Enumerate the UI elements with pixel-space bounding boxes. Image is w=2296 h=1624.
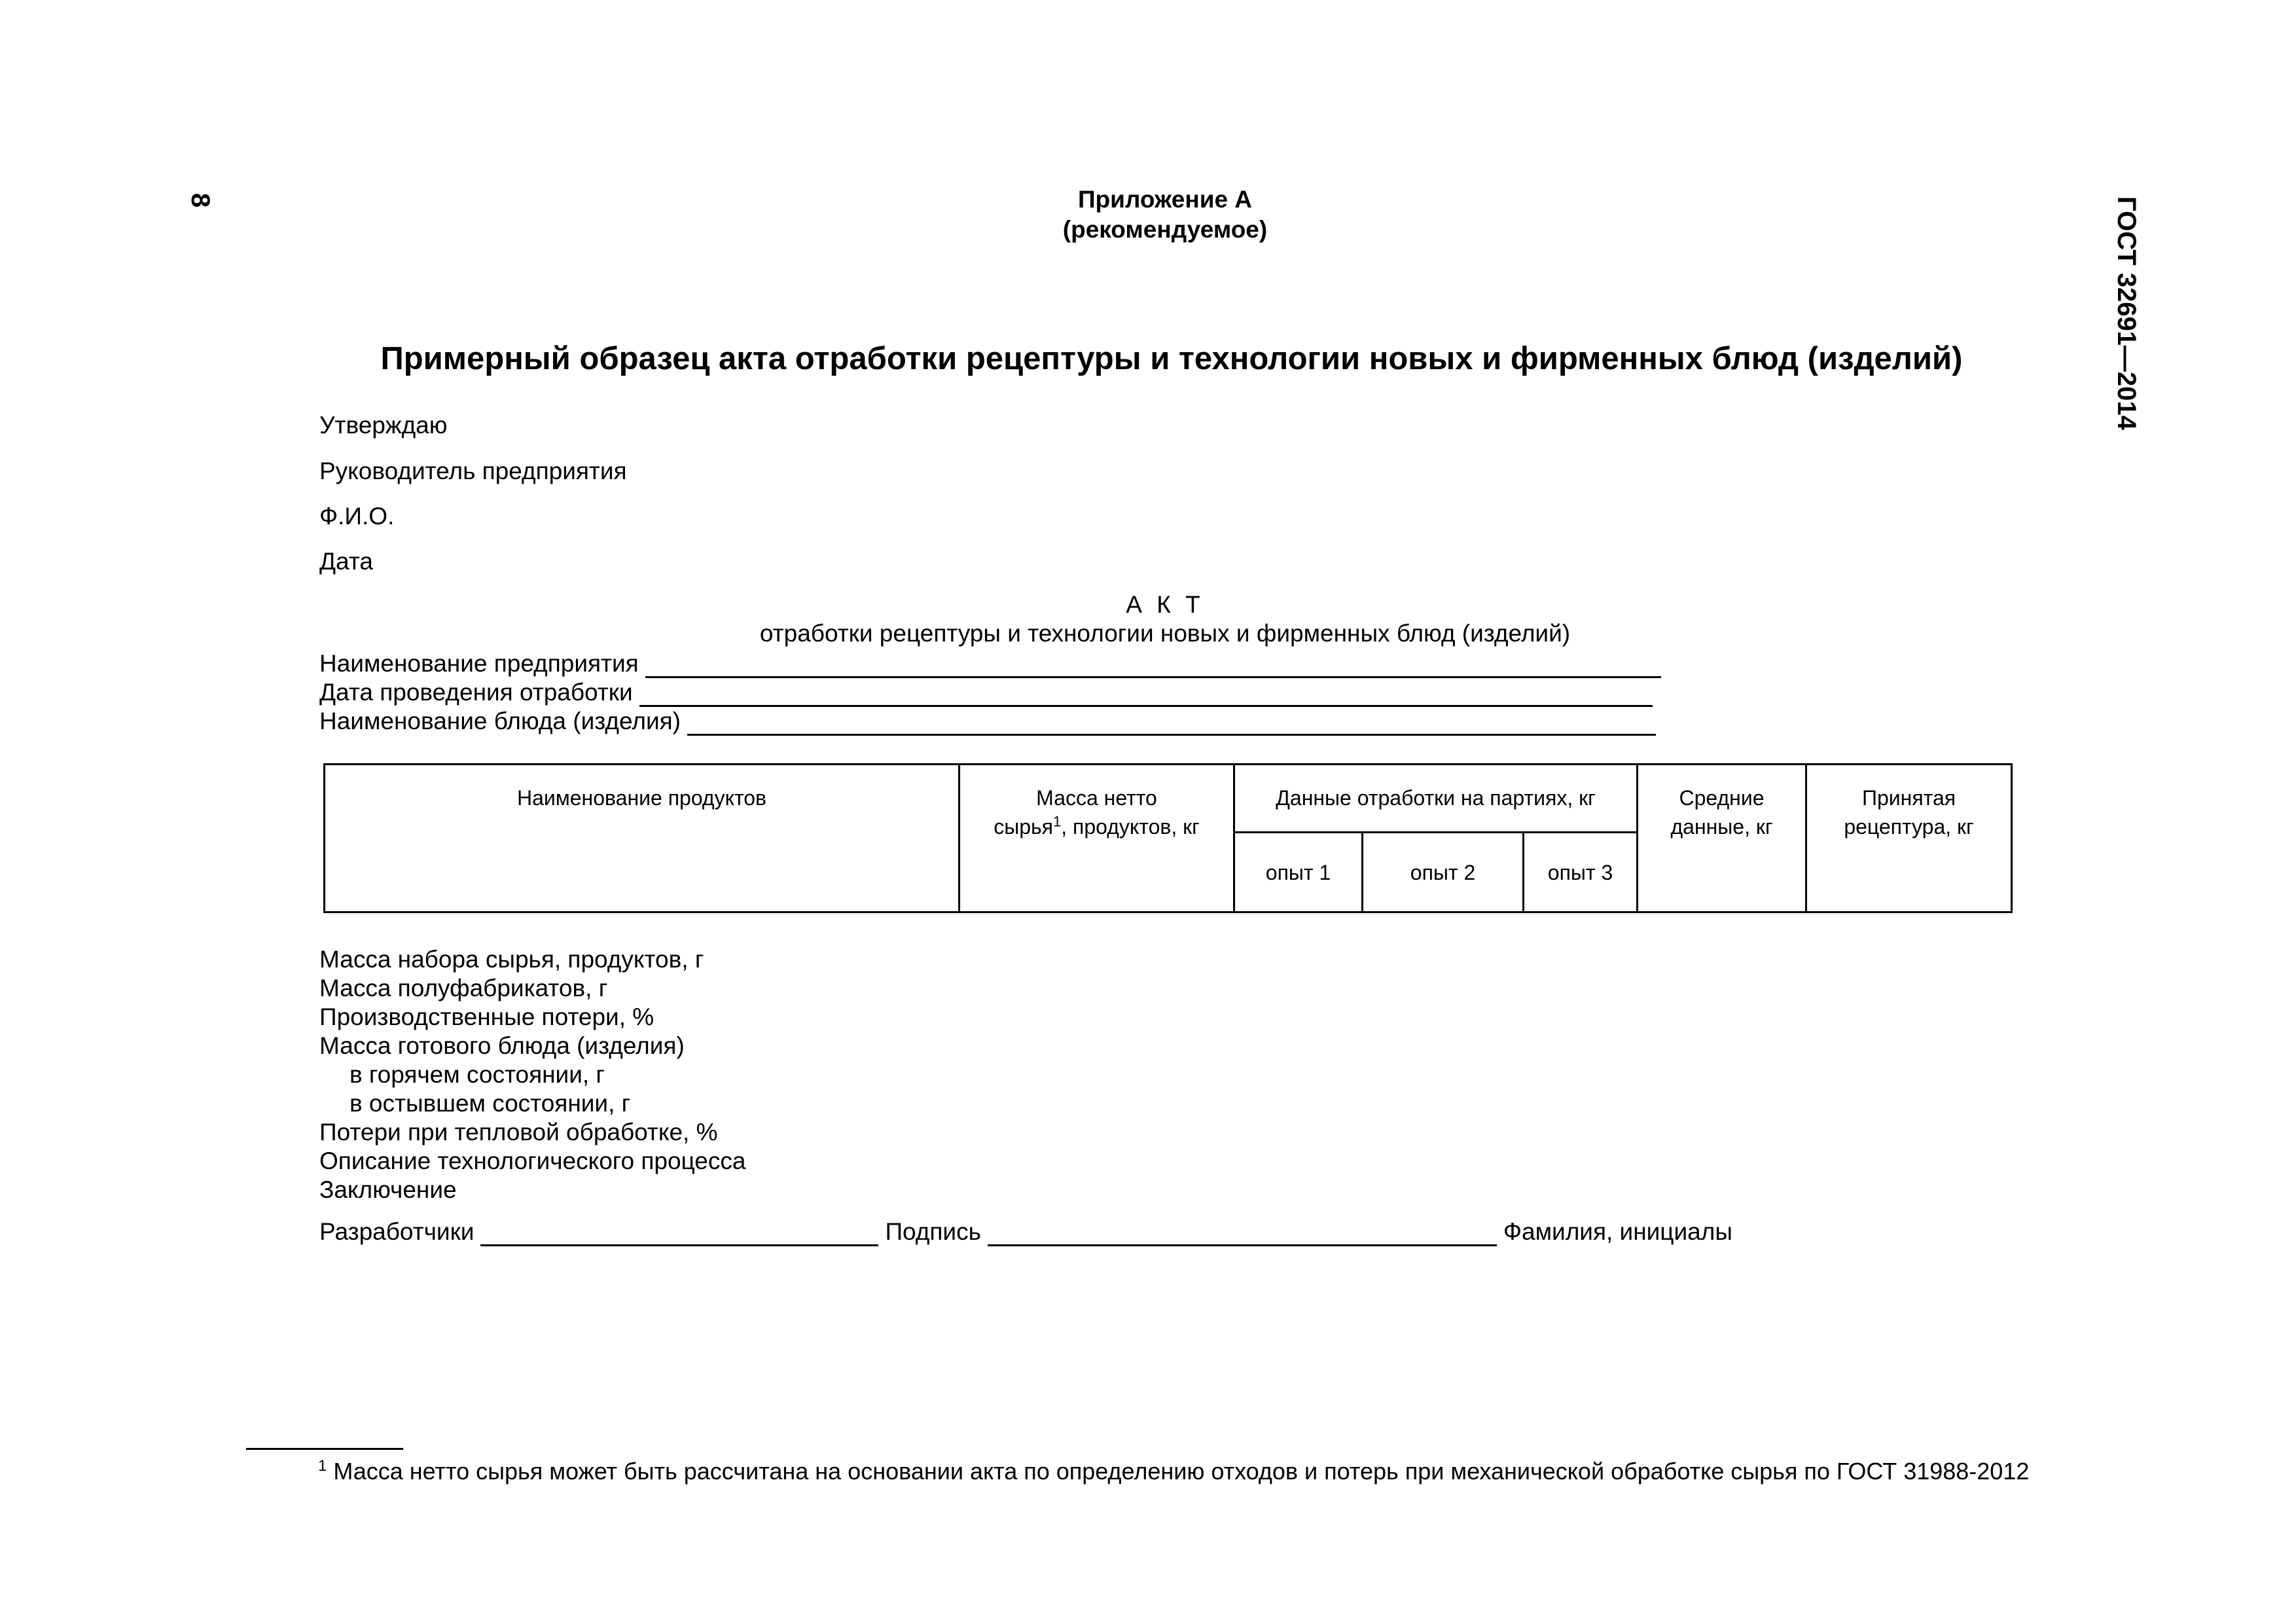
field-enterprise [319,649,1661,678]
act-subtitle: отработки рецептуры и технологии новых и фирменных блюд (изделий) [759,620,1571,647]
footnote-number: 1 [318,1457,327,1475]
result-heat-loss: Потери при тепловой обработке, % [319,1119,718,1146]
standard-designation: ГОСТ 32691—2014 [2112,196,2141,430]
header-net-mass-line1: Масса нетто [1036,786,1157,810]
field-enterprise-blank [645,654,1661,678]
appendix-header [982,185,1348,245]
header-net-mass [960,765,1234,912]
result-production-loss: Производственные потери, % [319,1003,655,1030]
header-average-line2: данные, кг [1670,815,1773,839]
developers-blank [480,1222,878,1246]
result-process: Описание технологического процесса [319,1147,746,1174]
result-ready-mass: Масса готового блюда (изделия) [319,1032,685,1059]
header-accepted-line2: рецептура, кг [1844,815,1974,839]
sign-label: Подпись [885,1218,981,1245]
field-dish-name-blank [687,712,1656,736]
result-semi-mass: Масса полуфабрикатов, г [319,975,608,1001]
recipe-table [323,763,2013,913]
footnote-text: Масса нетто сырья может быть рассчитана на основании акта по определению отходов и потерь при механической обработке сырья по ГОСТ 31988-2012 [333,1458,2030,1485]
header-average-line1: Средние [1679,786,1765,810]
result-conclusion: Заключение [319,1176,457,1203]
appendix-status: (рекомендуемое) [1062,216,1268,243]
field-test-date-blank [639,683,1653,707]
header-products: Наименование продуктов [325,765,960,912]
page-number: 8 [186,192,215,208]
field-dish-name-label: Наименование блюда (изделия) [319,708,681,734]
header-net-mass-line2: сырья [994,815,1053,839]
header-trial-3: опыт 3 [1524,833,1638,912]
approval-fio: Ф.И.О. [319,503,395,530]
name-label: Фамилия, инициалы [1503,1218,1732,1245]
header-net-mass-line2-end: , продуктов, кг [1061,815,1200,839]
header-accepted [1806,765,2012,912]
field-enterprise-label: Наименование предприятия [319,650,639,677]
approval-head: Руководитель предприятия [319,458,627,484]
approval-date: Дата [319,548,373,575]
field-test-date-label: Дата проведения отработки [319,679,633,706]
signature-row [319,1215,1732,1246]
header-accepted-line1: Принятая [1861,786,1956,810]
footnote-ref: 1 [1052,813,1062,830]
approval-approve: Утверждаю [319,412,448,439]
header-trial-2: опыт 2 [1363,833,1524,912]
result-cooled: в остывшем состоянии, г [350,1090,631,1117]
appendix-title: Приложение А [1077,186,1253,213]
header-average [1638,765,1806,912]
sign-blank [988,1222,1497,1246]
header-trial-1: опыт 1 [1234,833,1363,912]
result-raw-mass: Масса набора сырья, продуктов, г [319,946,704,973]
developers-label: Разработчики [319,1218,475,1245]
act-title: А К Т [1126,591,1204,618]
field-test-date [319,678,1653,707]
document-title: Примерный образец акта отработки рецептуры и технологии новых и фирменных блюд (изделий) [380,341,1963,376]
footnote [246,1456,2098,1487]
footnote-separator [246,1448,403,1450]
result-hot: в горячем состоянии, г [350,1061,605,1088]
field-dish-name [319,707,1656,736]
header-batch-data: Данные отработки на партиях, кг [1234,765,1638,833]
